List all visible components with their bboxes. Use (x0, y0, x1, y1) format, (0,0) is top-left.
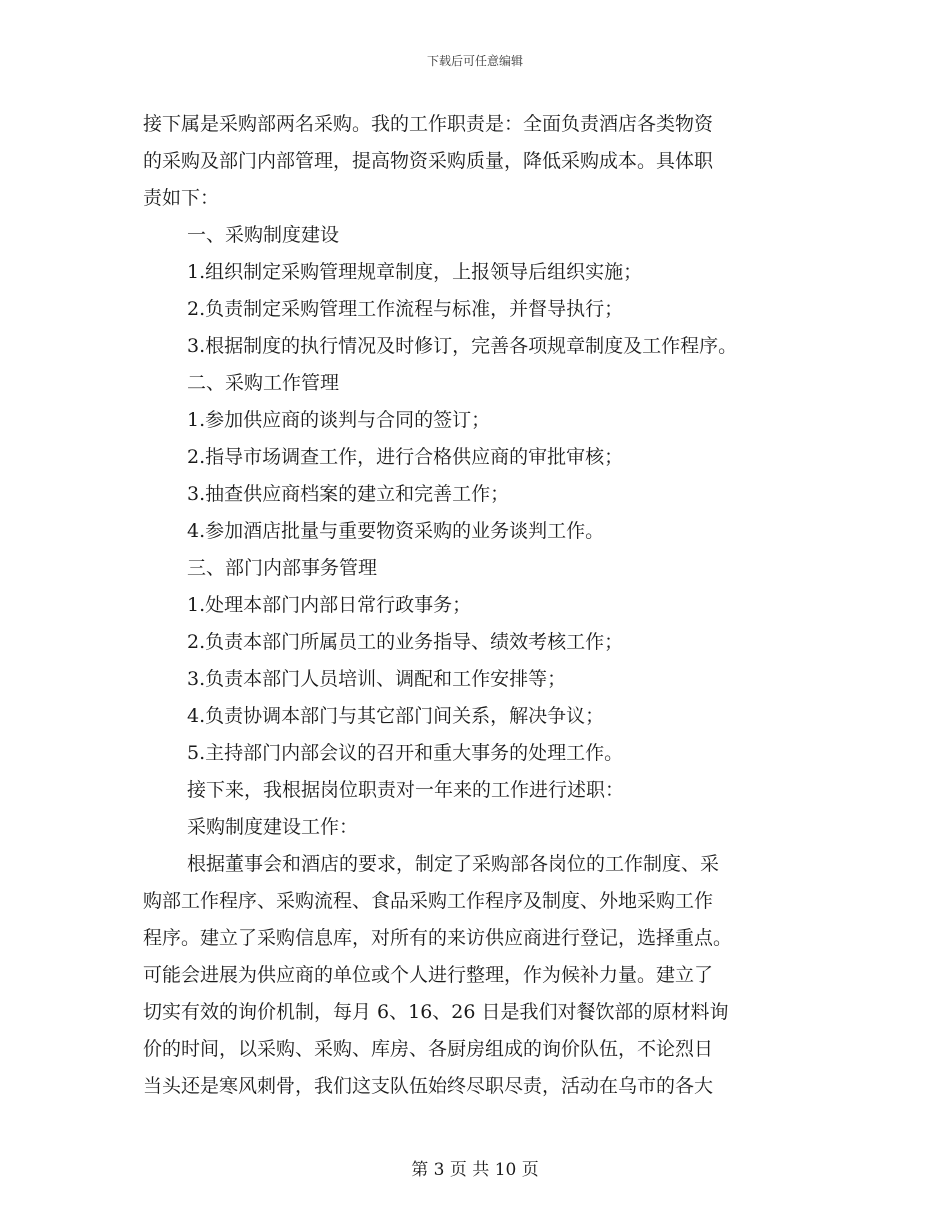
text-line: 三、部门内部事务管理 (187, 557, 378, 579)
text-line: 的采购及部门内部管理，提高物资采购质量，降低采购成本。具体职 (143, 150, 714, 172)
text-line: 二、采购工作管理 (187, 372, 340, 394)
text-line: 2.负责制定采购管理工作流程与标准，并督导执行； (187, 298, 624, 320)
text-line: 购部工作程序、采购流程、食品采购工作程序及制度、外地采购工作 (143, 890, 714, 912)
text-line: 一、采购制度建设 (187, 224, 340, 246)
text-line: 4.负责协调本部门与其它部门间关系，解决争议； (187, 705, 605, 727)
text-line: 接下属是采购部两名采购。我的工作职责是：全面负责酒店各类物资 (143, 113, 714, 135)
text-line: 责如下： (143, 187, 220, 209)
text-line: 价的时间，以采购、采购、库房、各厨房组成的询价队伍，不论烈日 (143, 1038, 714, 1060)
page-footer: 第 3 页 共 10 页 (411, 1160, 539, 1180)
text-line: 5.主持部门内部会议的召开和重大事务的处理工作。 (187, 742, 624, 764)
text-line: 切实有效的询价机制，每月 6、16、26 日是我们对餐饮部的原材料询 (143, 1001, 729, 1023)
text-line: 采购制度建设工作： (187, 816, 359, 838)
text-line: 1.组织制定采购管理规章制度，上报领导后组织实施； (187, 261, 643, 283)
text-line: 当头还是寒风刺骨，我们这支队伍始终尽职尽责，活动在乌市的各大 (143, 1075, 714, 1097)
text-line: 可能会进展为供应商的单位或个人进行整理，作为候补力量。建立了 (143, 964, 714, 986)
text-line: 根据董事会和酒店的要求，制定了采购部各岗位的工作制度、采 (187, 853, 720, 875)
text-line: 3.根据制度的执行情况及时修订，完善各项规章制度及工作程序。 (187, 335, 738, 357)
text-line: 接下来，我根据岗位职责对一年来的工作进行述职： (187, 779, 625, 801)
text-line: 4.参加酒店批量与重要物资采购的业务谈判工作。 (187, 520, 605, 542)
text-line: 3.抽查供应商档案的建立和完善工作； (187, 483, 510, 505)
text-line: 2.指导市场调查工作，进行合格供应商的审批审核； (187, 446, 624, 468)
text-line: 程序。建立了采购信息库，对所有的来访供应商进行登记，选择重点。 (143, 927, 733, 949)
page-header: 下载后可任意编辑 (426, 54, 523, 68)
text-line: 3.负责本部门人员培训、调配和工作安排等； (187, 668, 567, 690)
text-line: 1.处理本部门内部日常行政事务； (187, 594, 472, 616)
text-line: 1.参加供应商的谈判与合同的签订； (187, 409, 491, 431)
text-line: 2.负责本部门所属员工的业务指导、绩效考核工作； (187, 631, 624, 653)
document-body (143, 106, 803, 1105)
